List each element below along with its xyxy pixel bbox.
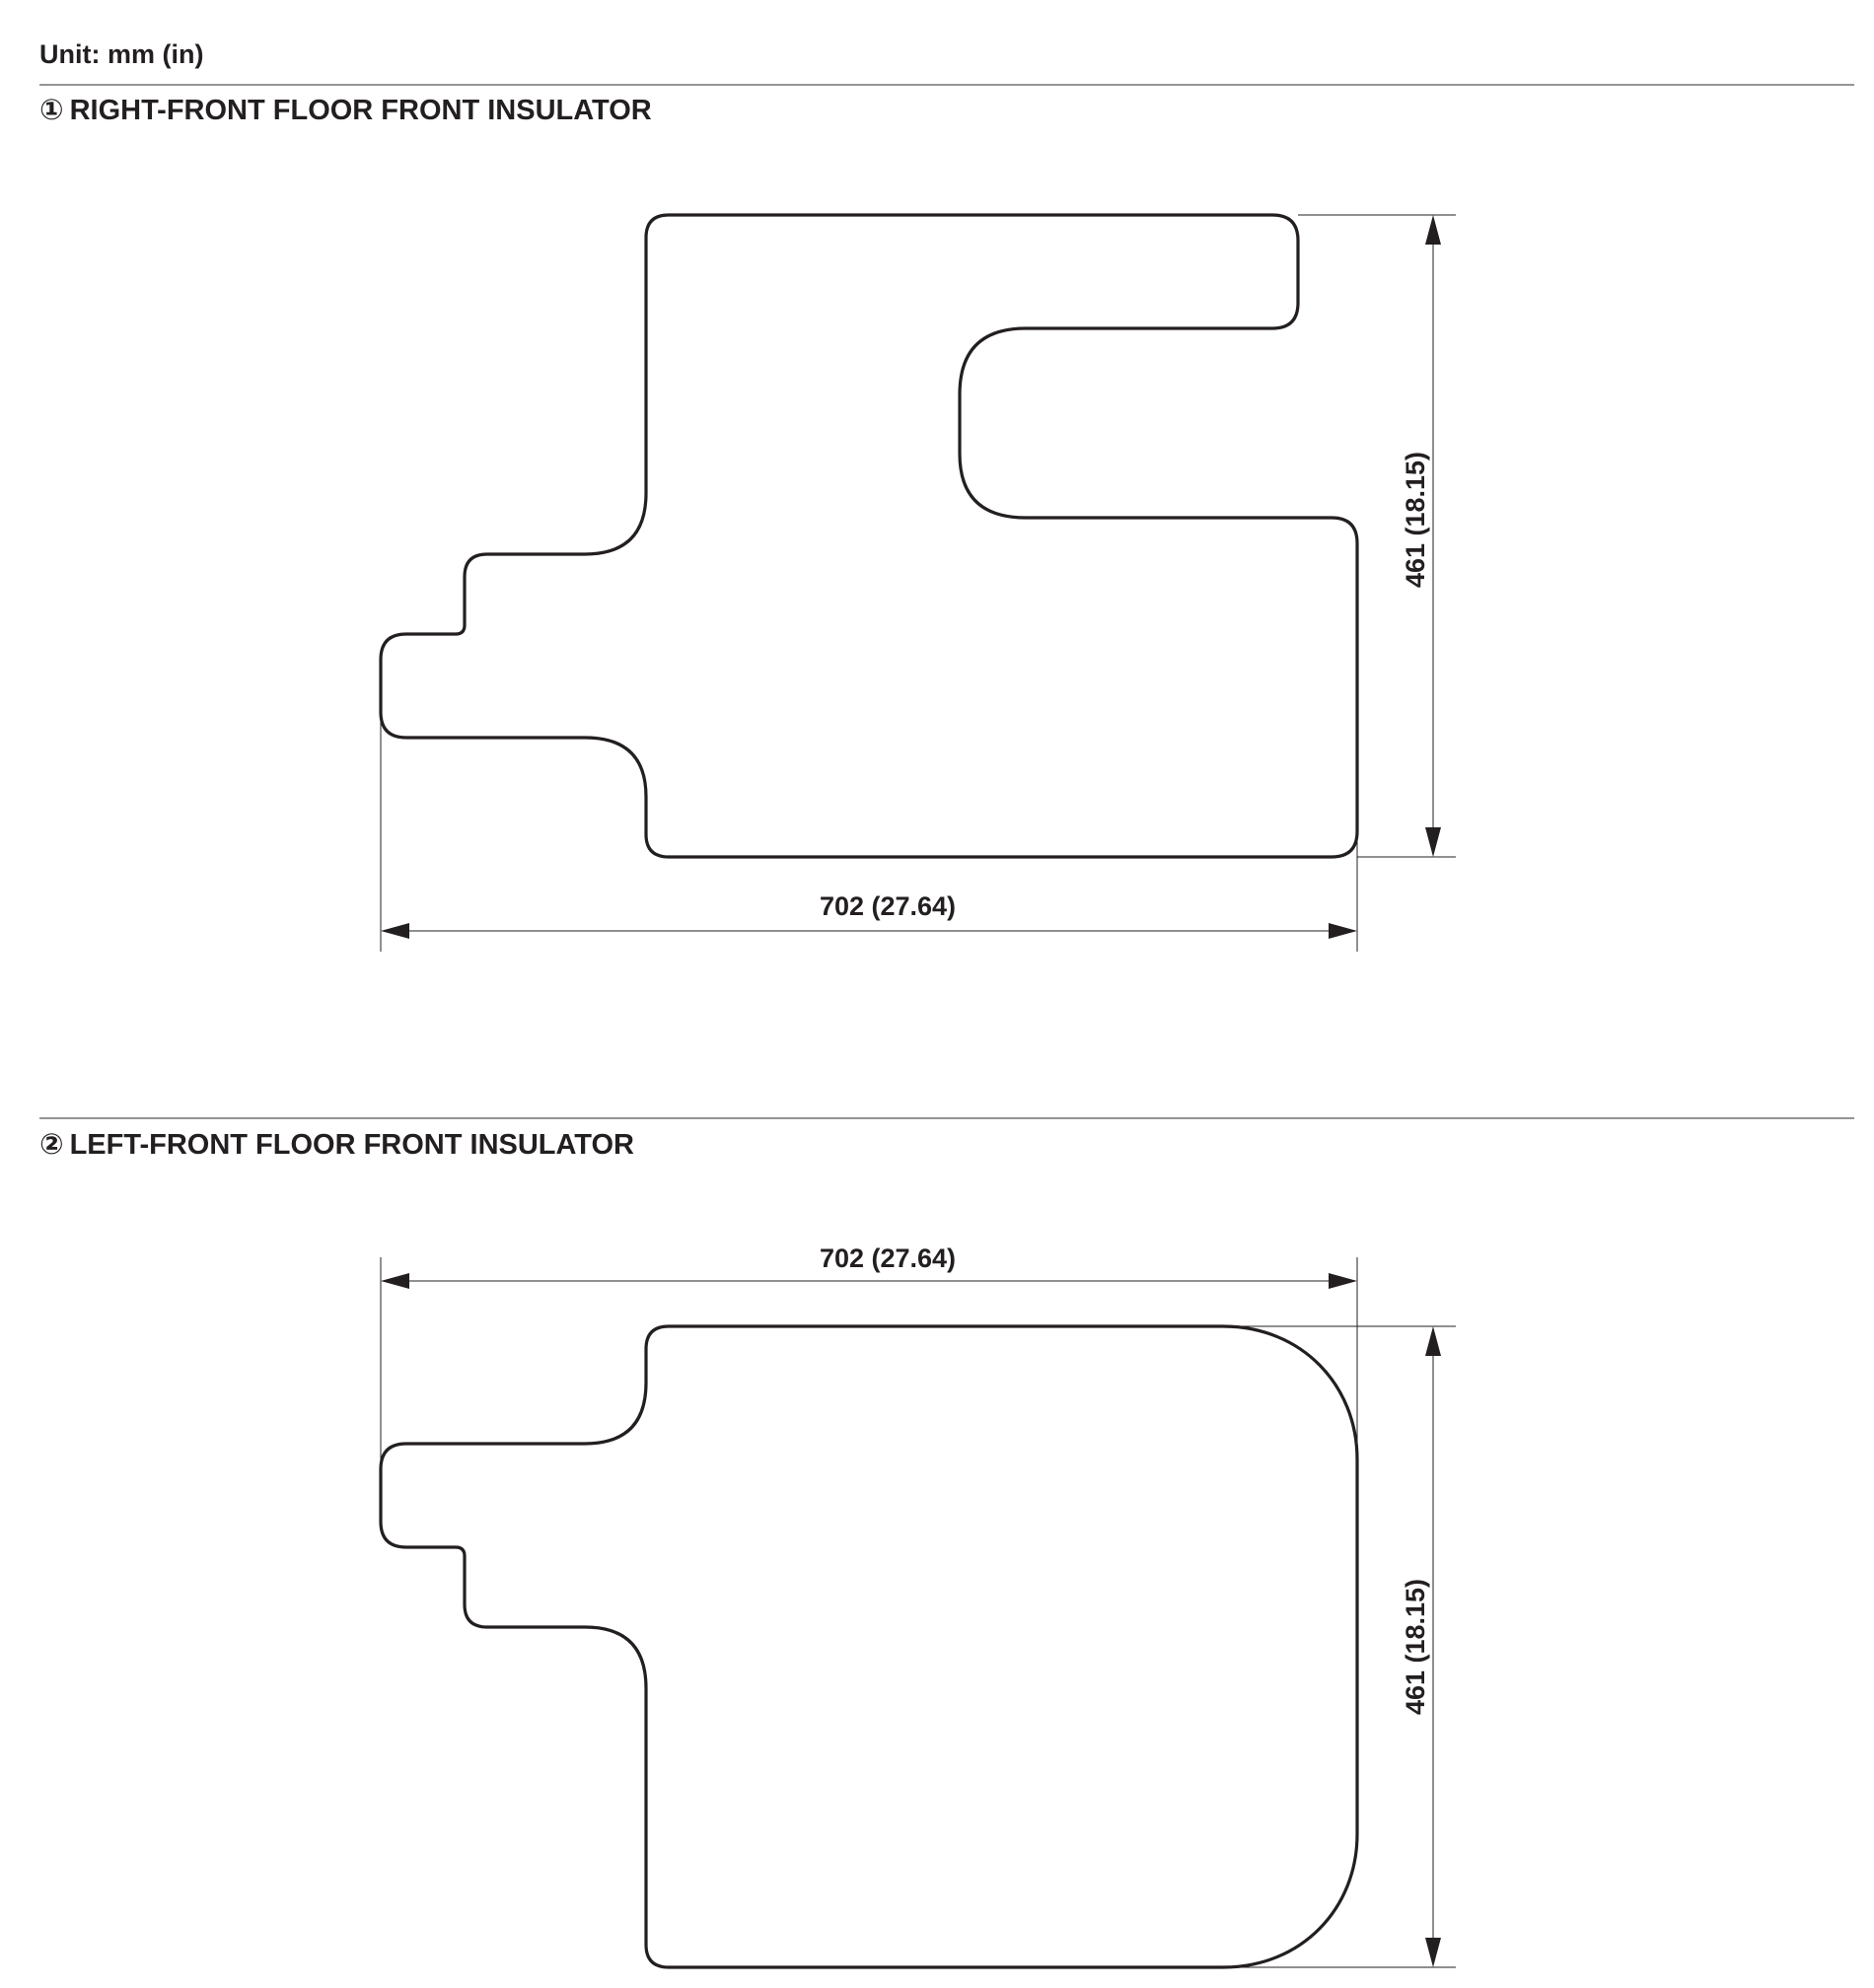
section-2-heading — [39, 1129, 634, 1161]
section-1-height-arrow-bottom — [1425, 827, 1441, 857]
section-1-heading — [39, 95, 652, 126]
section-1-height-arrow-top — [1425, 215, 1441, 245]
section-2-width-arrow-left — [381, 1273, 409, 1289]
section-1-height-label: 461 (18.15) — [1401, 451, 1430, 589]
section-1-width-arrow-left — [381, 923, 409, 939]
section-2-width-arrow-right — [1329, 1273, 1357, 1289]
right-front-insulator-outline — [381, 215, 1357, 857]
section-2-width-label: 702 (27.64) — [819, 1243, 957, 1273]
section-2-height-arrow-top — [1425, 1326, 1441, 1356]
left-front-insulator-outline — [381, 1326, 1357, 1967]
section-1-title: RIGHT-FRONT FLOOR FRONT INSULATOR — [69, 95, 652, 126]
section-1-number: ① — [39, 95, 64, 126]
section-2-height-arrow-bottom — [1425, 1938, 1441, 1967]
section-2-height-label: 461 (18.15) — [1401, 1578, 1430, 1716]
section-1-width-label: 702 (27.64) — [819, 891, 957, 921]
section-2-title: LEFT-FRONT FLOOR FRONT INSULATOR — [69, 1129, 634, 1161]
section-1-width-arrow-right — [1329, 923, 1357, 939]
section-2-number: ② — [39, 1129, 64, 1161]
unit-label: Unit: mm (in) — [39, 39, 204, 69]
